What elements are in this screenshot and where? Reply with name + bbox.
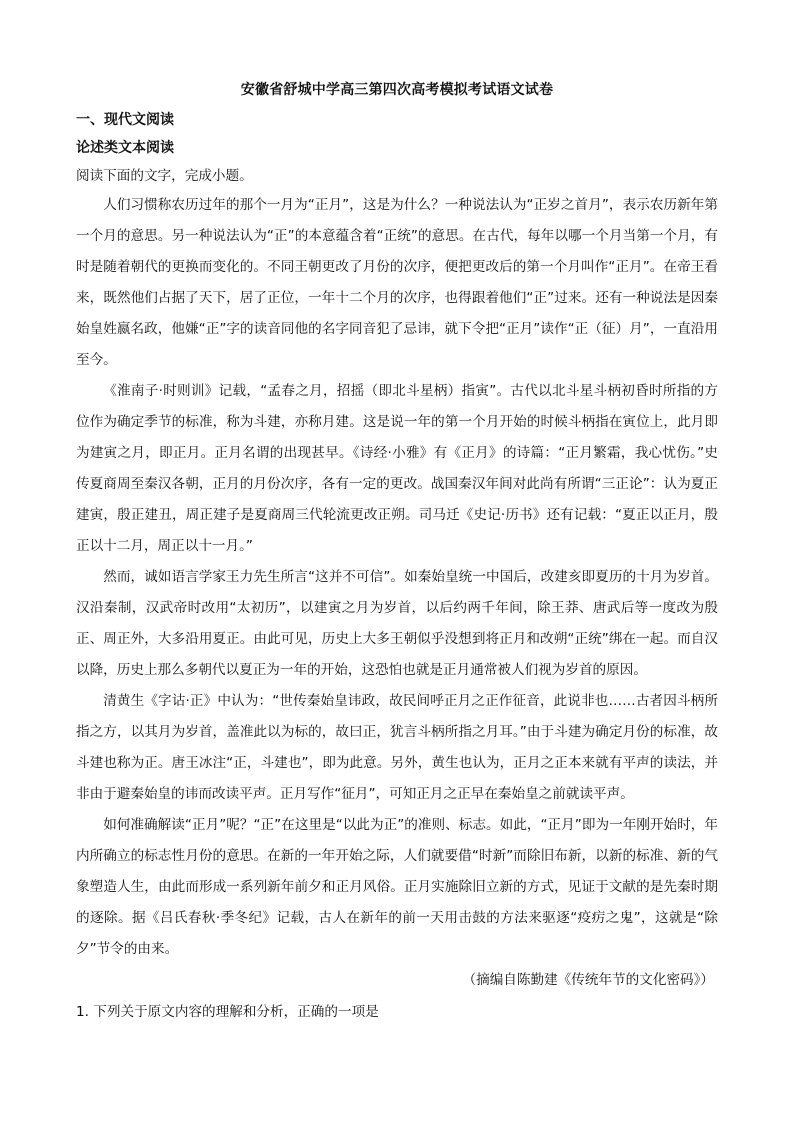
subsection-heading-argumentative-text: 论述类文本阅读 <box>76 140 174 156</box>
paragraph-4: 清黄生《字诂·正》中认为：“世传秦始皇讳政，故民间呼正月之正作征音，此说非也……古者因斗柄所指之方，以其月为岁首，盖准此以为标的，故曰正，犹言斗柄所指之月耳。”由于斗建为确定月份的标准，故斗建也称为正。唐王冰注“正，斗建也”，即为此意。另外，黄生也认为，正月之正本来就有平声的读法，并非由于避秦始皇的讳而改读平声。正月写作“征月”，可知正月之正早在秦始皇之前就读平声。 <box>76 693 718 802</box>
question-1: 1. 下列关于原文内容的理解和分析，正确的一项是 <box>76 1004 379 1020</box>
paragraph-5: 如何准确解读“正月”呢？“正”在这里是“以此为正”的准则、标志。如此，“正月”即为一年刚开始时，年内所确立的标志性月份的意思。在新的一年开始之际，人们就要借“时新”而除旧布新，以新的标准、新的气象塑造人生，由此而形成一系列新年前夕和正月风俗。正月实施除旧立新的方式，见证于文献的是先秦时期的逐除。据《吕氏春秋·季冬纪》记载，古人在新年的前一天用击鼓的方法来驱逐“疫疠之鬼”，这就是“除夕”节令的由来。 <box>76 817 718 957</box>
paragraph-1: 人们习惯称农历过年的那个一月为“正月”，这是为什么？一种说法认为“正岁之首月”，表示农历新年第一个月的意思。另一种说法认为“正”的本意蕴含着“正统”的意思。在古代，每年以哪一个月当第一个月，有时是随着朝代的更换而变化的。不同王朝更改了月份的次序，便把更改后的第一个月叫作“正月”。在帝王看来，既然他们占据了天下，居了正位，一年十二个月的次序，也得跟着他们“正”过来。还有一种说法是因秦始皇姓嬴名政，他嫌“正”字的读音同他的名字同音犯了忌讳，就下令把“正月”读作“正（征）月”，一直沿用至今。 <box>76 197 718 368</box>
paragraph-2: 《淮南子·时则训》记载，“孟春之月，招摇（即北斗星柄）指寅”。古代以北斗星斗柄初昏时所指的方位作为确定季节的标准，称为斗建，亦称月建。这是说一年的第一个月开始的时候斗柄指在寅位上，此月即为建寅之月，即正月。正月名谓的出现甚早。《诗经·小雅》有《正月》的诗篇：“正月繁霜，我心忧伤。”史传夏商周至秦汉各朝，正月的月份次序，各有一定的更改。战国秦汉年间对此尚有所谓“三正论”：认为夏正建寅，殷正建丑，周正建子是夏商周三代轮流更改正朔。司马迁《史记·历书》还有记载：“夏正以正月，殷正以十二月，周正以十一月。” <box>76 383 718 554</box>
document-title: 安徽省舒城中学高三第四次高考模拟考试语文试卷 <box>240 82 554 98</box>
reading-instruction: 阅读下面的文字，完成小题。 <box>76 168 253 184</box>
section-heading-modern-reading: 一、现代文阅读 <box>76 112 174 128</box>
paragraph-3: 然而，诚如语言学家王力先生所言“这并不可信”。如秦始皇统一中国后，改建亥即夏历的十月为岁首。汉沿秦制，汉武帝时改用“太初历”，以建寅之月为岁首，以后约两千年间，除王莽、唐武后等一度改为殷正、周正外，大多沿用夏正。由此可见，历史上大多王朝似乎没想到将正月和改朔“正统”绑在一起。而自汉以降，历史上那么多朝代以夏正为一年的开始，这恐怕也就是正月通常被人们视为岁首的原因。 <box>76 569 718 678</box>
source-citation: （摘编自陈勤建《传统年节的文化密码》） <box>462 972 714 988</box>
